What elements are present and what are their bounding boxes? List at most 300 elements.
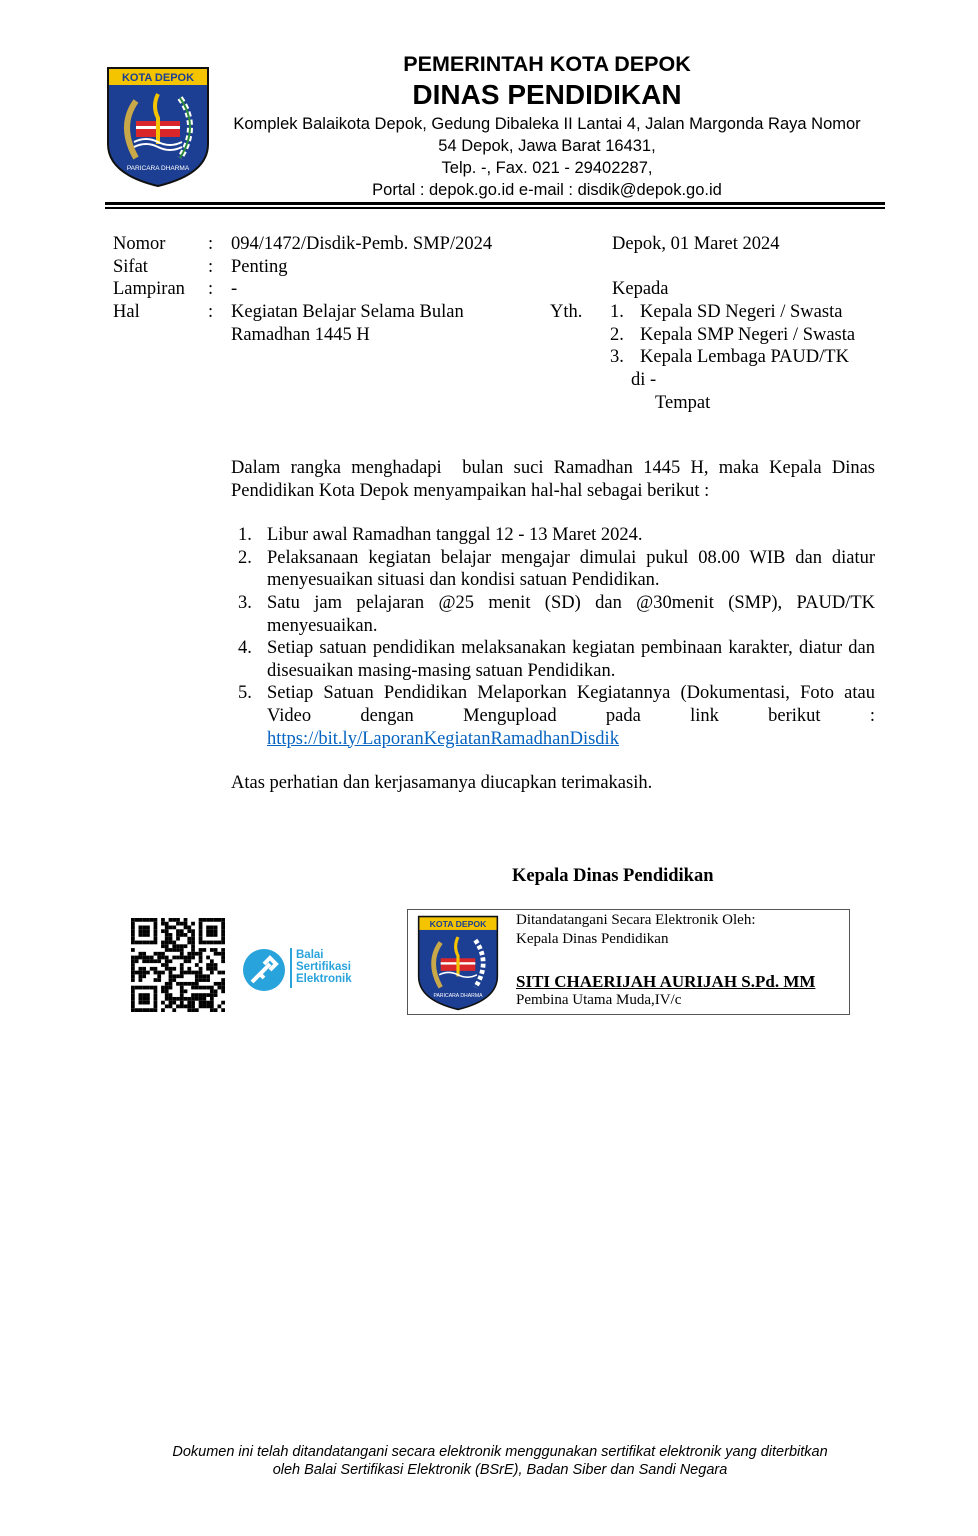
qr-module <box>150 967 154 971</box>
qr-module <box>180 963 184 967</box>
qr-module <box>131 986 135 990</box>
qr-module <box>206 993 210 997</box>
signature-title: Kepala Dinas Pendidikan <box>512 866 714 886</box>
qr-module <box>169 941 173 945</box>
qr-module <box>214 929 218 933</box>
qr-module <box>221 926 225 930</box>
header-address: Komplek Balaikota Depok, Gedung Dibaleka II Lantai 4, Jalan Margonda Raya Nomor <box>233 115 861 133</box>
qr-module <box>199 974 203 978</box>
point-item <box>231 524 875 547</box>
qr-module <box>210 959 214 963</box>
qr-module <box>206 986 210 990</box>
qr-module <box>161 963 165 967</box>
qr-module <box>202 918 206 922</box>
qr-module <box>135 971 139 975</box>
bsre-text: Sertifikasi <box>296 961 351 973</box>
qr-module <box>176 937 180 941</box>
qr-module <box>165 963 169 967</box>
qr-module <box>146 959 150 963</box>
qr-module <box>139 978 143 982</box>
qr-module <box>135 941 139 945</box>
qr-module <box>202 978 206 982</box>
qr-module <box>180 993 184 997</box>
qr-module <box>202 948 206 952</box>
qr-module <box>172 918 176 922</box>
qr-module <box>176 922 180 926</box>
qr-module <box>206 956 210 960</box>
qr-module <box>172 926 176 930</box>
qr-module <box>217 1004 221 1008</box>
qr-module <box>154 929 158 933</box>
meta-label: Nomor <box>113 234 166 254</box>
qr-module <box>142 956 146 960</box>
qr-module <box>165 922 169 926</box>
qr-module <box>199 993 203 997</box>
point-item <box>231 547 875 592</box>
qr-module <box>154 971 158 975</box>
qr-module <box>199 926 203 930</box>
qr-module <box>214 1008 218 1012</box>
qr-module <box>199 997 203 1001</box>
qr-module <box>146 918 150 922</box>
qr-module <box>146 971 150 975</box>
qr-module <box>154 967 158 971</box>
qr-module <box>199 922 203 926</box>
qr-module <box>184 989 188 993</box>
qr-module <box>191 929 195 933</box>
recipient-kepada: Kepada <box>612 279 669 299</box>
point-item <box>231 682 875 750</box>
qr-module <box>161 944 165 948</box>
qr-module <box>131 956 135 960</box>
qr-module <box>180 952 184 956</box>
qr-module <box>210 993 214 997</box>
signed-by-label: Ditandatangani Secara Elektronik Oleh: <box>516 912 756 928</box>
qr-module <box>199 941 203 945</box>
qr-module <box>221 937 225 941</box>
qr-module <box>142 993 146 997</box>
qr-module <box>210 918 214 922</box>
qr-module <box>187 971 191 975</box>
qr-module <box>165 937 169 941</box>
qr-module <box>165 929 169 933</box>
qr-module <box>150 956 154 960</box>
qr-module <box>142 1001 146 1005</box>
qr-module <box>206 963 210 967</box>
qr-module <box>206 933 210 937</box>
qr-module <box>172 974 176 978</box>
signer-name: SITI CHAERIJAH AURIJAH S.Pd. MM <box>516 972 816 991</box>
qr-module <box>221 941 225 945</box>
qr-module <box>176 956 180 960</box>
qr-module <box>165 967 169 971</box>
qr-module <box>131 967 135 971</box>
meta-value-hal-2: Ramadhan 1445 H <box>231 324 370 345</box>
qr-module <box>180 997 184 1001</box>
qr-module <box>146 993 150 997</box>
qr-module <box>210 933 214 937</box>
point-text-main: Setiap Satuan Pendidikan Melaporkan Kegiatannya (Dokumentasi, Foto atau Video dengan Mengupload pada link berikut : <box>267 683 875 726</box>
qr-module <box>214 967 218 971</box>
recipient-item <box>610 346 849 369</box>
qr-module <box>206 1004 210 1008</box>
qr-module <box>199 933 203 937</box>
qr-module <box>214 941 218 945</box>
qr-module <box>202 974 206 978</box>
qr-module <box>195 982 199 986</box>
recipient-text: Kepala SD Negeri / Swasta <box>640 302 843 322</box>
qr-module <box>199 967 203 971</box>
qr-module <box>210 929 214 933</box>
qr-module <box>210 1008 214 1012</box>
qr-module <box>180 974 184 978</box>
qr-module <box>176 944 180 948</box>
qr-module <box>142 997 146 1001</box>
qr-module <box>221 952 225 956</box>
qr-module <box>176 982 180 986</box>
e-signature-box <box>407 909 850 1015</box>
qr-module <box>169 1001 173 1005</box>
meta-sep: : <box>208 279 214 299</box>
qr-module <box>154 959 158 963</box>
qr-module <box>161 971 165 975</box>
qr-module <box>214 993 218 997</box>
recipient-di: di - <box>631 370 657 390</box>
qr-module <box>165 997 169 1001</box>
qr-module <box>154 993 158 997</box>
qr-module <box>184 918 188 922</box>
qr-module <box>210 967 214 971</box>
qr-module <box>221 1001 225 1005</box>
qr-module <box>142 986 146 990</box>
qr-module <box>210 1004 214 1008</box>
qr-module <box>146 956 150 960</box>
qr-module <box>161 918 165 922</box>
qr-module <box>146 941 150 945</box>
qr-module <box>131 933 135 937</box>
qr-module <box>180 929 184 933</box>
qr-module <box>191 1008 195 1012</box>
qr-module <box>135 959 139 963</box>
qr-module <box>206 1001 210 1005</box>
qr-module <box>195 1008 199 1012</box>
meta-value-hal: Kegiatan Belajar Selama Bulan <box>231 302 464 322</box>
qr-module <box>154 1001 158 1005</box>
footer-note-2: oleh Balai Sertifikasi Elektronik (BSrE), Badan Siber dan Sandi Negara <box>272 1462 728 1478</box>
qr-module <box>142 933 146 937</box>
report-link[interactable]: https://bit.ly/LaporanKegiatanRamadhanDisdik <box>267 728 619 749</box>
qr-module <box>165 941 169 945</box>
qr-module <box>210 926 214 930</box>
qr-module <box>146 997 150 1001</box>
qr-module <box>169 918 173 922</box>
qr-module <box>187 1001 191 1005</box>
qr-module <box>139 918 143 922</box>
qr-module <box>214 952 218 956</box>
qr-module <box>195 952 199 956</box>
qr-module <box>135 1008 139 1012</box>
qr-module <box>202 993 206 997</box>
qr-module <box>131 922 135 926</box>
qr-module <box>217 986 221 990</box>
meta-value-sifat: Penting <box>231 257 288 277</box>
qr-module <box>187 982 191 986</box>
qr-module <box>169 937 173 941</box>
meta-label: Lampiran <box>113 279 185 299</box>
qr-module <box>180 933 184 937</box>
qr-module <box>221 982 225 986</box>
bsre-text: Balai <box>296 949 324 961</box>
qr-module <box>157 978 161 982</box>
signer-rank: Pembina Utama Muda,IV/c <box>516 992 682 1008</box>
qr-module <box>154 926 158 930</box>
header-agency: DINAS PENDIDIKAN <box>412 79 682 110</box>
qr-module <box>146 926 150 930</box>
recipient-text: Kepala Lembaga PAUD/TK <box>640 347 849 367</box>
qr-module <box>154 941 158 945</box>
meta-value-lampiran: - <box>231 279 238 299</box>
qr-module <box>142 974 146 978</box>
qr-module <box>176 948 180 952</box>
qr-module <box>199 971 203 975</box>
qr-module <box>161 989 165 993</box>
qr-module <box>214 963 218 967</box>
qr-module <box>176 918 180 922</box>
qr-module <box>184 956 188 960</box>
qr-module <box>131 959 135 963</box>
qr-module <box>172 978 176 982</box>
qr-module <box>157 959 161 963</box>
qr-module <box>161 952 165 956</box>
qr-module <box>191 944 195 948</box>
qr-module <box>206 978 210 982</box>
qr-module <box>187 952 191 956</box>
qr-module <box>131 963 135 967</box>
qr-module <box>195 974 199 978</box>
qr-module <box>187 967 191 971</box>
qr-module <box>210 986 214 990</box>
qr-module <box>150 1008 154 1012</box>
qr-module <box>165 933 169 937</box>
qr-module <box>142 967 146 971</box>
qr-module <box>199 978 203 982</box>
meta-value-nomor: 094/1472/Disdik-Pemb. SMP/2024 <box>231 234 493 254</box>
qr-module <box>176 929 180 933</box>
qr-module <box>191 982 195 986</box>
meta-label: Sifat <box>113 257 148 277</box>
point-text: Setiap satuan pendidikan melaksanakan kegiatan pembinaan karakter, diatur dan disesuaikan masing-masing satuan Pendidikan. <box>267 638 875 681</box>
qr-module <box>206 967 210 971</box>
qr-module <box>172 941 176 945</box>
qr-module <box>169 978 173 982</box>
point-num: 4. <box>238 638 252 659</box>
qr-module <box>221 948 225 952</box>
qr-module <box>180 948 184 952</box>
qr-module <box>142 941 146 945</box>
recipient-tempat: Tempat <box>655 393 711 413</box>
qr-module <box>184 933 188 937</box>
qr-module <box>169 967 173 971</box>
qr-module <box>210 971 214 975</box>
qr-module <box>161 929 165 933</box>
point-item <box>231 592 875 637</box>
qr-module <box>172 944 176 948</box>
bsre-key-icon <box>242 948 286 992</box>
qr-module <box>191 941 195 945</box>
qr-module <box>191 956 195 960</box>
qr-module <box>146 929 150 933</box>
qr-module <box>169 986 173 990</box>
qr-module <box>191 937 195 941</box>
point-item <box>231 637 875 682</box>
qr-module <box>142 959 146 963</box>
qr-module <box>131 941 135 945</box>
qr-module <box>161 941 165 945</box>
qr-module <box>169 993 173 997</box>
qr-module <box>217 918 221 922</box>
qr-module <box>202 1004 206 1008</box>
qr-module <box>131 971 135 975</box>
qr-module <box>165 926 169 930</box>
bsre-logo <box>242 946 362 992</box>
qr-module <box>221 956 225 960</box>
qr-module <box>176 974 180 978</box>
qr-module <box>154 933 158 937</box>
qr-module <box>154 1004 158 1008</box>
qr-module <box>172 997 176 1001</box>
qr-module <box>191 952 195 956</box>
qr-module <box>154 989 158 993</box>
qr-module <box>142 1008 146 1012</box>
qr-module <box>180 956 184 960</box>
qr-module <box>139 986 143 990</box>
kota-depok-emblem <box>106 66 210 188</box>
qr-module <box>217 971 221 975</box>
qr-module <box>202 1001 206 1005</box>
qr-module <box>217 982 221 986</box>
qr-module <box>221 971 225 975</box>
recipient-item <box>610 324 856 347</box>
qr-module <box>169 997 173 1001</box>
qr-module <box>210 1001 214 1005</box>
point-num: 1. <box>238 525 252 546</box>
qr-module <box>176 1004 180 1008</box>
qr-module <box>199 986 203 990</box>
qr-module <box>150 986 154 990</box>
qr-module <box>169 933 173 937</box>
qr-module <box>131 978 135 982</box>
qr-module <box>217 941 221 945</box>
qr-module <box>172 967 176 971</box>
qr-module <box>139 956 143 960</box>
qr-module <box>195 986 199 990</box>
qr-module <box>221 929 225 933</box>
recipient-num: 2. <box>610 325 624 345</box>
qr-module <box>191 933 195 937</box>
point-num: 3. <box>238 592 252 613</box>
qr-module <box>214 948 218 952</box>
qr-module <box>161 1008 165 1012</box>
qr-module <box>150 941 154 945</box>
footer-note: Dokumen ini telah ditandatangani secara elektronik menggunakan sertifikat elektronik yang diterbitkan <box>172 1444 828 1460</box>
kota-depok-emblem-small <box>416 915 500 1011</box>
qr-module <box>221 959 225 963</box>
qr-module <box>199 952 203 956</box>
qr-module <box>169 974 173 978</box>
qr-module <box>217 952 221 956</box>
qr-module <box>221 989 225 993</box>
qr-module <box>191 993 195 997</box>
qr-module <box>187 1004 191 1008</box>
qr-module <box>221 986 225 990</box>
qr-module <box>169 959 173 963</box>
bsre-text: Elektronik <box>296 973 352 985</box>
qr-module <box>135 918 139 922</box>
qr-module <box>139 974 143 978</box>
point-text: Libur awal Ramadhan tanggal 12 - 13 Maret 2024. <box>267 525 643 546</box>
qr-module <box>146 986 150 990</box>
qr-module <box>180 982 184 986</box>
qr-module <box>131 993 135 997</box>
qr-module <box>180 986 184 990</box>
qr-module <box>161 922 165 926</box>
qr-module <box>184 944 188 948</box>
qr-module <box>135 986 139 990</box>
qr-module <box>169 982 173 986</box>
svg-text:PARICARA DHARMA: PARICARA DHARMA <box>433 992 483 999</box>
qr-module <box>131 926 135 930</box>
qr-module <box>199 1001 203 1005</box>
qr-module <box>131 1008 135 1012</box>
header-divider-thin <box>105 207 885 209</box>
qr-module <box>161 1001 165 1005</box>
qr-module <box>131 937 135 941</box>
qr-module <box>195 997 199 1001</box>
qr-module <box>191 948 195 952</box>
qr-module <box>154 937 158 941</box>
qr-module <box>150 959 154 963</box>
qr-module <box>139 993 143 997</box>
qr-module <box>139 1001 143 1005</box>
header-portal: Portal : depok.go.id e-mail : disdik@depok.go.id <box>372 181 722 199</box>
point-text <box>267 682 875 750</box>
qr-module <box>199 959 203 963</box>
svg-text:KOTA DEPOK: KOTA DEPOK <box>121 72 195 84</box>
qr-module <box>202 997 206 1001</box>
qr-module <box>131 929 135 933</box>
qr-module <box>154 997 158 1001</box>
qr-module <box>184 971 188 975</box>
recipient-item <box>610 301 843 324</box>
qr-module <box>154 952 158 956</box>
qr-module <box>165 1004 169 1008</box>
point-num: 2. <box>238 547 252 568</box>
qr-code[interactable] <box>131 918 225 1012</box>
qr-module <box>169 948 173 952</box>
point-num: 5. <box>238 683 252 704</box>
qr-module <box>157 971 161 975</box>
qr-module <box>195 978 199 982</box>
recipient-text: Kepala SMP Negeri / Swasta <box>640 325 856 345</box>
qr-module <box>191 1004 195 1008</box>
qr-module <box>191 1001 195 1005</box>
intro-paragraph: Dalam rangka menghadapi bulan suci Ramadhan 1445 H, maka Kepala Dinas Pendidikan Kota Depok menyampaikan hal-hal sebagai berikut : <box>231 458 880 501</box>
meta-sep: : <box>208 257 214 277</box>
qr-module <box>221 922 225 926</box>
qr-module <box>142 971 146 975</box>
qr-module <box>187 929 191 933</box>
qr-module <box>195 971 199 975</box>
